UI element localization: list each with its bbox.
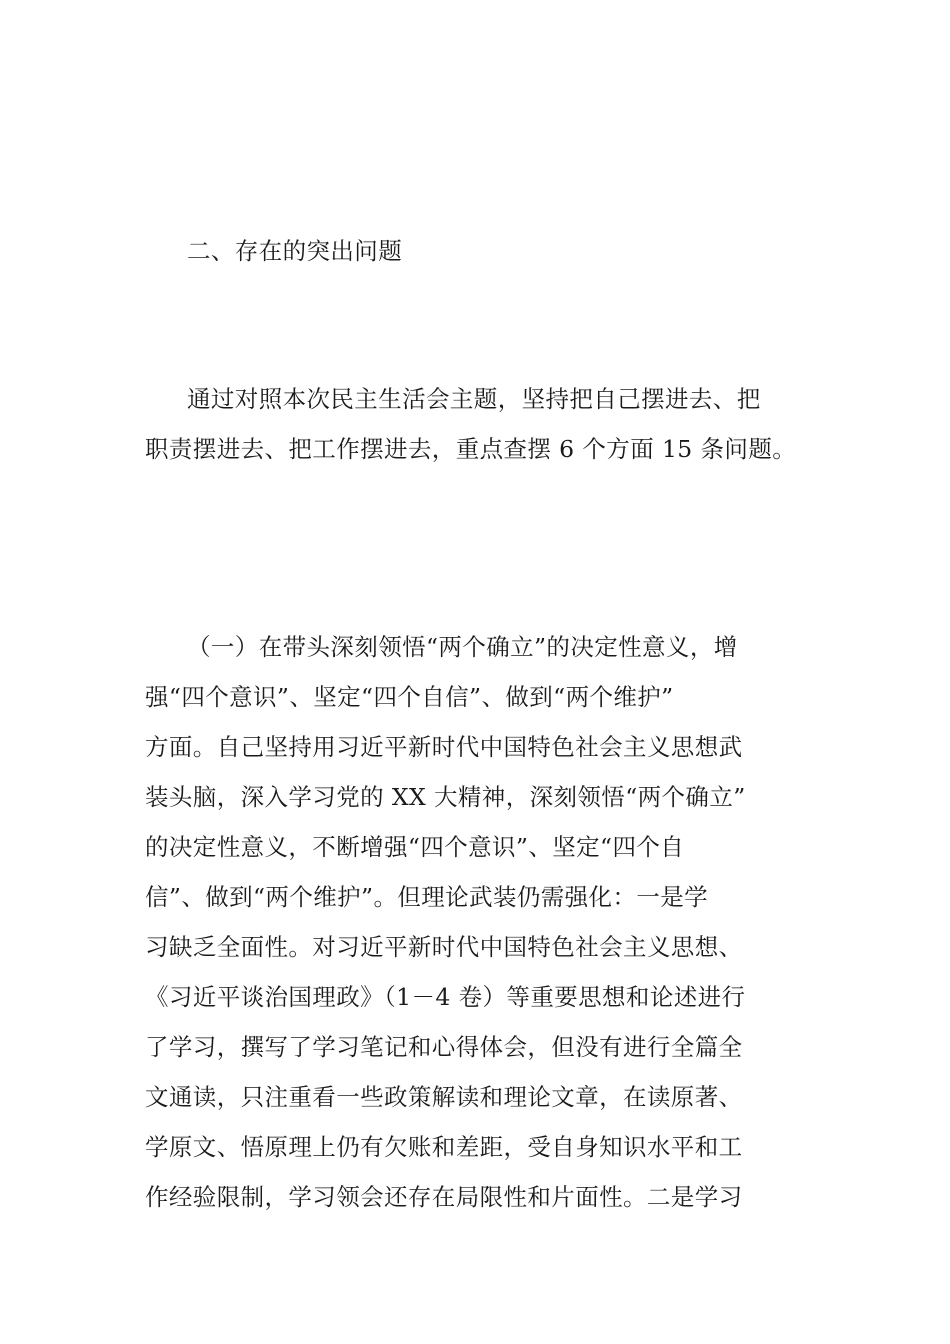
paragraph-line: （一）在带头深刻领悟“两个确立”的决定性意义，增: [187, 633, 738, 661]
paragraph-line: 学原文、悟原理上仍有欠账和差距，受自身知识水平和工: [145, 1133, 743, 1161]
paragraph-line: 文通读，只注重看一些政策解读和理论文章，在读原著、: [145, 1083, 743, 1111]
section-heading: 二、存在的突出问题: [187, 237, 403, 265]
intro-line: 通过对照本次民主生活会主题，坚持把自己摆进去、把: [187, 385, 761, 413]
paragraph-line: 装头脑，深入学习党的 XX 大精神，深刻领悟“两个确立”: [145, 783, 746, 811]
paragraph-line: 习缺乏全面性。对习近平新时代中国特色社会主义思想、: [145, 933, 743, 961]
paragraph-line: 的决定性意义，不断增强“四个意识”、坚定“四个自: [145, 833, 685, 861]
paragraph-line: 作经验限制，学习领会还存在局限性和片面性。二是学习: [145, 1183, 743, 1211]
paragraph-line: 信”、做到“两个维护”。但理论武装仍需强化：一是学: [145, 883, 709, 911]
intro-line: 职责摆进去、把工作摆进去，重点查摆 6 个方面 15 条问题。: [145, 435, 797, 463]
paragraph-line: 《习近平谈治国理政》（1－4 卷）等重要思想和论述进行: [145, 983, 746, 1011]
paragraph-line: 了学习，撰写了学习笔记和心得体会，但没有进行全篇全: [145, 1033, 743, 1061]
paragraph-line: 强“四个意识”、坚定“四个自信”、做到“两个维护”: [145, 683, 674, 711]
paragraph-line: 方面。自己坚持用习近平新时代中国特色社会主义思想武: [145, 733, 743, 761]
